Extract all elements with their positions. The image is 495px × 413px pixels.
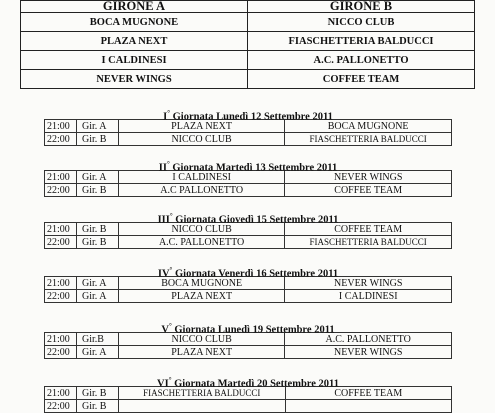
match-time: 22:00 — [45, 236, 77, 249]
matches-table — [44, 386, 452, 413]
match-home-team: NICCO CLUB — [118, 223, 284, 236]
match-time: 21:00 — [45, 120, 77, 133]
match-row — [45, 133, 452, 146]
girone-a-team: NEVER WINGS — [21, 70, 248, 89]
match-home-team: A.C. PALLONETTO — [118, 236, 284, 249]
match-away-team — [285, 400, 451, 413]
giornata-block-6 — [44, 374, 452, 413]
giornata-title: VI° Giornata Martedì 20 Settembre 2011 — [157, 376, 339, 390]
match-away-team: NEVER WINGS — [285, 171, 452, 184]
match-group: Gir. B — [76, 223, 118, 236]
girone-b-team: A.C. PALLONETTO — [248, 51, 475, 70]
match-away-team: COFFEE TEAM — [285, 387, 451, 400]
match-time: 22:00 — [45, 290, 77, 303]
match-home-team: PLAZA NEXT — [118, 120, 284, 133]
match-away-team: NEVER WINGS — [285, 346, 452, 359]
match-row — [45, 346, 452, 359]
girone-a-team: PLAZA NEXT — [21, 32, 248, 51]
match-away-team: I CALDINESI — [285, 290, 452, 303]
match-away-team: BOCA MUGNONE — [285, 120, 452, 133]
match-home-team: NICCO CLUB — [118, 333, 284, 346]
match-home-team: I CALDINESI — [118, 171, 285, 184]
match-time: 21:00 — [45, 223, 77, 236]
match-row — [45, 290, 452, 303]
match-home-team: PLAZA NEXT — [118, 346, 284, 359]
match-group: Gir. B — [76, 133, 118, 146]
match-row — [45, 400, 452, 413]
girone-b-team: NICCO CLUB — [248, 13, 475, 32]
giornata-title: II° Giornata Martedì 13 Settembre 2011 — [158, 160, 338, 174]
groups-header-row — [21, 1, 475, 13]
match-group: Gir. A — [76, 277, 118, 290]
match-home-team: A.C PALLONETTO — [118, 184, 285, 197]
match-away-team: A.C. PALLONETTO — [285, 333, 452, 346]
match-time: 21:00 — [45, 333, 77, 346]
match-time: 22:00 — [45, 184, 77, 197]
giornata-title: IV° Giornata Venerdì 16 Settembre 2011 — [157, 266, 339, 280]
groups-row — [21, 32, 475, 51]
match-time: 22:00 — [45, 400, 77, 413]
giornata-block-1 — [44, 107, 452, 146]
match-time: 21:00 — [45, 171, 77, 184]
girone-a-team: I CALDINESI — [21, 51, 248, 70]
groups-row — [21, 13, 475, 32]
match-home-team: FIASCHETTERIA BALDUCCI — [118, 387, 285, 400]
match-group: Gir. B — [76, 236, 118, 249]
matches-table — [44, 170, 452, 197]
match-home-team: BOCA MUGNONE — [118, 277, 285, 290]
giornata-block-4 — [44, 264, 452, 303]
match-group: Gir. B — [76, 387, 118, 400]
match-away-team: FIASCHETTERIA BALDUCCI — [285, 236, 452, 249]
match-row — [45, 387, 452, 400]
matches-table — [44, 222, 452, 249]
groups-row — [21, 70, 475, 89]
match-group: Gir. B — [76, 400, 118, 413]
match-row — [45, 184, 452, 197]
match-away-team: COFFEE TEAM — [285, 223, 452, 236]
girone-a-header: GIRONE A — [21, 1, 248, 13]
giornata-title: III° Giornata Giovedì 15 Settembre 2011 — [157, 212, 339, 226]
girone-a-team: BOCA MUGNONE — [21, 13, 248, 32]
match-away-team: COFFEE TEAM — [285, 184, 452, 197]
girone-b-team: FIASCHETTERIA BALDUCCI — [248, 32, 475, 51]
match-home-team: PLAZA NEXT — [118, 290, 285, 303]
match-group: Gir. A — [76, 171, 118, 184]
match-home-team — [118, 400, 285, 413]
match-away-team: FIASCHETTERIA BALDUCCI — [285, 133, 452, 146]
matches-table — [44, 332, 452, 359]
girone-b-header: GIRONE B — [248, 1, 475, 13]
giornata-block-5 — [44, 320, 452, 359]
match-group: Gir.B — [76, 333, 118, 346]
match-row — [45, 236, 452, 249]
matches-table — [44, 119, 452, 146]
match-home-team: NICCO CLUB — [118, 133, 284, 146]
giornata-title: I° Giornata Lunedì 12 Settembre 2011 — [163, 109, 333, 123]
giornata-title: V° Giornata Lunedì 19 Settembre 2011 — [161, 322, 335, 336]
match-time: 21:00 — [45, 277, 77, 290]
groups-row — [21, 51, 475, 70]
groups-table — [20, 0, 475, 89]
match-time: 21:00 — [45, 387, 77, 400]
match-time: 22:00 — [45, 133, 77, 146]
girone-b-team: COFFEE TEAM — [248, 70, 475, 89]
match-away-team: NEVER WINGS — [285, 277, 452, 290]
matches-table — [44, 276, 452, 303]
match-time: 22:00 — [45, 346, 77, 359]
match-group: Gir. A — [76, 290, 118, 303]
giornata-block-2 — [44, 158, 452, 197]
match-group: Gir. A — [76, 346, 118, 359]
match-group: Gir. A — [76, 120, 118, 133]
match-group: Gir. B — [76, 184, 118, 197]
giornata-block-3 — [44, 210, 452, 249]
